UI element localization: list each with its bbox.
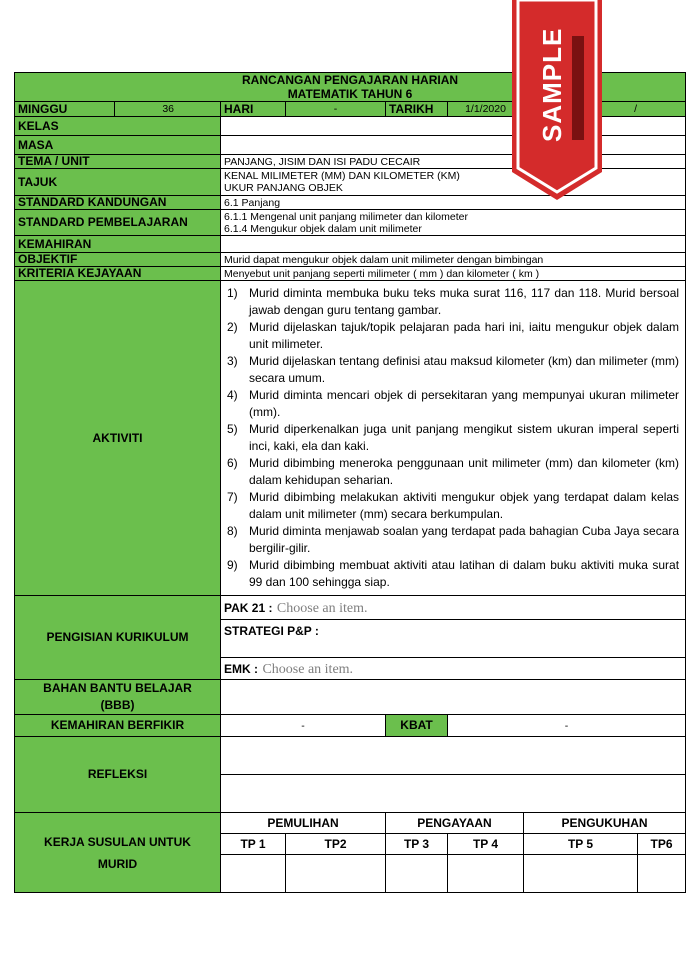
- aktiviti-list: [227, 285, 679, 591]
- tp-1: TP 1: [221, 834, 286, 855]
- hari-value: -: [286, 102, 386, 117]
- bbb-value[interactable]: [221, 680, 686, 715]
- tajuk-line-1: KENAL MILIMETER (MM) DAN KILOMETER (KM): [224, 170, 460, 182]
- pak-label: PAK 21 :: [224, 600, 273, 615]
- tp-3: TP 3: [386, 834, 448, 855]
- ribbon-strip: [572, 36, 584, 140]
- aktiviti-item: 4) Murid diminta mencari objek di persekitaran yang mempunyai ukuran milimeter (mm).: [227, 388, 680, 419]
- kemahiran-value[interactable]: [221, 236, 686, 253]
- aktiviti-item: 2) Murid dijelaskan tajuk/topik pelajaran pada hari ini, iaitu mengukur objek dalam unit milimeter.: [227, 320, 680, 351]
- kbat-label: KBAT: [386, 715, 448, 737]
- bbb-row: [15, 680, 686, 715]
- objektif-value: Murid dapat mengukur objek dalam unit milimeter dengan bimbingan: [221, 253, 686, 267]
- group-pemulihan: PEMULIHAN: [221, 813, 386, 834]
- sample-watermark-text: SAMPLE: [537, 27, 567, 142]
- bbb-sublabel: (BBB): [100, 698, 135, 712]
- refleksi-line-1[interactable]: [221, 737, 686, 775]
- masa-value[interactable]: [221, 136, 686, 155]
- tp-2-cell[interactable]: [286, 855, 386, 893]
- emk-label: EMK :: [224, 661, 258, 676]
- refleksi-line-2[interactable]: [221, 775, 686, 813]
- minggu-label: MINGGU: [15, 102, 115, 117]
- kelas-value[interactable]: [221, 117, 686, 136]
- kemahiran-label: KEMAHIRAN: [15, 236, 221, 253]
- objektif-label: OBJEKTIF: [15, 253, 221, 267]
- objektif-row: [15, 253, 686, 267]
- aktiviti-item: 1) Murid diminta membuka buku teks muka surat 116, 117 dan 118. Murid bersoal jawab dengan guru tentang gambar.: [227, 286, 680, 317]
- kbat-value: -: [448, 715, 686, 737]
- group-pengayaan: PENGAYAAN: [386, 813, 524, 834]
- pak-row: [15, 596, 686, 620]
- pengisian-label: PENGISIAN KURIKULUM: [15, 596, 221, 680]
- pak-dropdown[interactable]: Choose an item.: [276, 600, 368, 616]
- sk-label: STANDARD KANDUNGAN: [15, 196, 221, 210]
- kriteria-value: Menyebut unit panjang seperti milimeter ( mm ) dan kilometer ( km ): [221, 267, 686, 281]
- masa-header-value: /: [586, 102, 686, 117]
- sk-value: 6.1 Panjang: [221, 196, 686, 210]
- aktiviti-item: 5) Murid diperkenalkan juga unit panjang mengikut sistem ukuran imperal seperti inci, kaki, ela dan kaki.: [227, 422, 680, 453]
- tp-4-cell[interactable]: [448, 855, 524, 893]
- tp-3-cell[interactable]: [386, 855, 448, 893]
- doc-subtitle: MATEMATIK TAHUN 6: [287, 87, 413, 101]
- aktiviti-item: 9) Murid dibimbing membuat aktiviti atau latihan di dalam buku aktiviti muka surat 99 dan 100 sehingga siap.: [227, 558, 680, 589]
- kerja-susulan-sublabel: MURID: [97, 856, 138, 871]
- kerja-susulan-label: KERJA SUSULAN UNTUK: [44, 834, 191, 849]
- refleksi-label: REFLEKSI: [15, 737, 221, 813]
- tp-1-cell[interactable]: [221, 855, 286, 893]
- kelas-label: KELAS: [15, 117, 221, 136]
- tajuk-label: TAJUK: [15, 169, 221, 196]
- group-pengukuhan: PENGUKUHAN: [524, 813, 686, 834]
- kemahiran-berfikir-value: -: [221, 715, 386, 737]
- minggu-value: 36: [115, 102, 221, 117]
- sp-row: [15, 210, 686, 236]
- aktiviti-item: 6) Murid dibimbing meneroka penggunaan unit milimeter (mm) dan kilometer (km) dalam kehidupan seharian.: [227, 456, 680, 487]
- aktiviti-label: AKTIVITI: [15, 281, 221, 596]
- tarikh-value: 1/1/2020: [448, 102, 524, 117]
- sp-line-1: 6.1.1 Mengenal unit panjang milimeter dan kilometer: [224, 210, 468, 223]
- tarikh-label: TARIKH: [386, 102, 448, 117]
- aktiviti-item: 8) Murid diminta menjawab soalan yang terdapat pada bahagian Cuba Jaya secara bergilir-gilir.: [227, 524, 680, 555]
- kemahiran-berfikir-row: [15, 715, 686, 737]
- hari-label: HARI: [221, 102, 286, 117]
- aktiviti-item: 7) Murid dibimbing melakukan aktiviti mengukur objek yang terdapat dalam kelas dalam unit milimeter (mm) secara berkumpulan.: [227, 490, 680, 521]
- tp-6-cell[interactable]: [638, 855, 686, 893]
- tajuk-line-2: UKUR PANJANG OBJEK: [224, 182, 343, 194]
- tp-4: TP 4: [448, 834, 524, 855]
- tp-2: TP2: [286, 834, 386, 855]
- kerja-groups-row: [15, 813, 686, 834]
- sp-line-2: 6.1.4 Mengukur objek dalam unit milimeter: [224, 222, 422, 235]
- doc-title: RANCANGAN PENGAJARAN HARIAN: [242, 73, 459, 87]
- aktiviti-item: 3) Murid dijelaskan tentang definisi atau maksud kilometer (km) dan milimeter (mm) secara umum.: [227, 354, 680, 385]
- strategi-label: STRATEGI P&P :: [224, 624, 319, 638]
- kemahiran-berfikir-label: KEMAHIRAN BERFIKIR: [15, 715, 221, 737]
- refleksi-row-1: [15, 737, 686, 775]
- bbb-label: BAHAN BANTU BELAJAR: [43, 681, 192, 695]
- kriteria-label: KRITERIA KEJAYAAN: [15, 267, 221, 281]
- masa-label: MASA: [15, 136, 221, 155]
- tp-5: TP 5: [524, 834, 638, 855]
- aktiviti-row: [15, 281, 686, 596]
- kemahiran-row: [15, 236, 686, 253]
- tema-value: PANJANG, JISIM DAN ISI PADU CECAIR: [221, 155, 686, 169]
- tema-label: TEMA / UNIT: [15, 155, 221, 169]
- emk-dropdown[interactable]: Choose an item.: [262, 661, 354, 677]
- tp-6: TP6: [638, 834, 686, 855]
- tp-5-cell[interactable]: [524, 855, 638, 893]
- sp-label: STANDARD PEMBELAJARAN: [15, 210, 221, 236]
- kriteria-row: [15, 267, 686, 281]
